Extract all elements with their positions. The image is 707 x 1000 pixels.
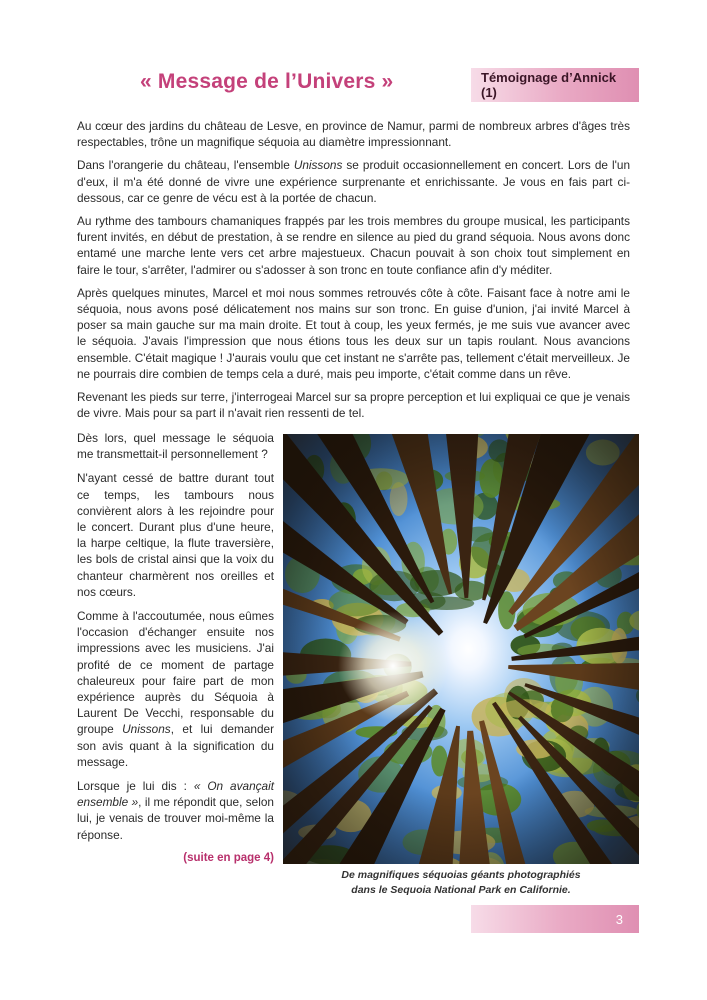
page-number: 3 [615, 911, 623, 927]
column-paragraph-4-text-a: Lorsque je lui dis : [77, 779, 194, 794]
column-paragraph-3 [77, 608, 274, 770]
left-column [77, 430, 274, 851]
column-paragraph-2: N'ayant cessé de battre durant tout ce temps, les tambours nous convièrent alors à les rejoindre pour le concert. Durant plus d'une heure, la harpe celtique, la flute traversière, les bols de cristal ainsi que la voix du chanteur charmèrent nos oreilles et nos cœurs. [77, 471, 274, 599]
paragraph-2-ensemble-name: Unissons [293, 158, 343, 173]
column-paragraph-3-text-b: , et lui demander son avis quant à la signification du message. [77, 722, 274, 769]
paragraph-4: Après quelques minutes, Marcel et moi nous sommes retrouvés côte à côte. Faisant face à notre ami le séquoia, nous avons posé délicatement nos mains sur son tronc. En guise d'union, j'ai invité Marcel à poser sa main gauche sur ma main droite. Et tout à coup, les yeux fermés, je me suis vue avancer avec le séquoia. J'avais l'impression que nous étions tous les deux sur un tapis roulant. Nous avancions ensemble. C'était magique ! J'aurais voulu que cet instant ne s'arrête pas, tellement c'était merveilleux. Je ne pourrais dire combien de temps cela a duré, mais peu importe, c'était comme dans un rêve. [77, 285, 630, 381]
section-tag [471, 68, 639, 102]
paragraph-5: Revenant les pieds sur terre, j'interrogeai Marcel sur sa propre perception et lui expliquai ce que je venais de vivre. Mais pour sa part il n'avait rien ressenti de tel. [77, 390, 630, 421]
column-paragraph-3-text-a: Comme à l'accoutumée, nous eûmes l'occasion d'échanger ensuite nos impressions avec les musiciens. J'ai profité de ce moment de partage chaleureux pour faire part de mon expérience auprès du Séquoia à Laurent De Vecchi, responsable du groupe [77, 609, 274, 737]
paragraph-2 [77, 157, 630, 206]
column-paragraph-4 [77, 778, 274, 843]
column-paragraph-4-quote: « On avançait ensemble » [77, 779, 274, 810]
column-paragraph-4-text-b: , il me répondit que, selon lui, je venais de trouver moi-même la réponse. [77, 795, 274, 842]
paragraph-1: Au cœur des jardins du château de Lesve, en province de Namur, parmi de nombreux arbres d'âges très respectables, trône un magnifique séquoia au diamètre impressionnant. [77, 119, 630, 150]
column-paragraph-3-ensemble-name: Unissons [122, 722, 171, 737]
photo-caption [283, 868, 639, 898]
sequoia-photo [283, 434, 639, 864]
section-tag-label: Témoignage d’Annick (1) [481, 70, 617, 100]
caption-line-1: De magnifiques séquoias géants photographiés [341, 869, 581, 881]
caption-line-2: dans le Sequoia National Park en Californie. [351, 884, 571, 896]
column-paragraph-1: Dès lors, quel message le séquoia me transmettait-il personnellement ? [77, 431, 274, 462]
article-body [77, 118, 630, 428]
paragraph-3: Au rythme des tambours chamaniques frappés par les trois membres du groupe musical, les participants furent invités, en début de prestation, à se rendre en silence au pied du grand séquoia. Nous avons donc entamé une marche lente vers cet arbre majestueux. Chacun pouvait à son choix tout simplement en faire le tour, s'arrêter, l'admirer ou s'adosser à son tronc en toute confiance afin d'y méditer. [77, 214, 630, 277]
page-footer [471, 905, 639, 933]
paragraph-2-text-a: Dans l'orangerie du château, l'ensemble [77, 158, 294, 173]
continued-link[interactable]: (suite en page 4) [183, 852, 274, 864]
paragraph-2-text-b: se produit occasionnellement en concert. Lors de l'un d'eux, il m'a été donné de vivre une expérience surprenante et enrichissante. Je vous en fais part ci-dessous, car ce genre de vécu est à la portée de chacun. [77, 158, 630, 205]
sequoia-forest-image [283, 434, 639, 864]
page-title: « Message de l’Univers » [140, 70, 394, 93]
